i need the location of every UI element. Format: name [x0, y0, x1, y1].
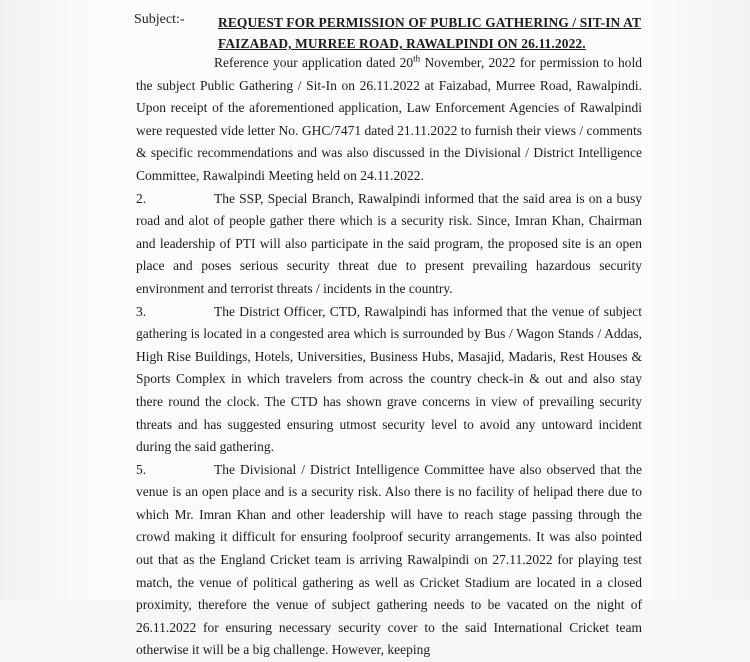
- paragraph-1-text-end: November, 2022 for permission to hold the subject Public Gathering / Sit-In on 26.11.2022 at Faizabad, Murree Road, Rawalpindi. Upon receipt of the aforementioned application, Law Enforcement Agencies of Rawalpindi were requested vide letter No. GHC/7471 dated 21.11.2022 to furnish their views / comments & specific recommendations and was also discussed in the Divisional / District Intelligence Committee, Rawalpindi Meeting held on 24.11.2022.: [136, 55, 642, 183]
- subject-title: REQUEST FOR PERMISSION OF PUBLIC GATHERING / SIT-IN AT FAIZABAD, MURREE ROAD, RAWALPINDI ON 26.11.2022.: [218, 15, 642, 51]
- paragraph-1-text-start: Reference your application dated 20: [214, 55, 414, 70]
- paragraph-number: 5.: [136, 461, 147, 477]
- date-superscript: th: [413, 53, 421, 64]
- paragraph-5: [136, 459, 642, 662]
- paragraph-number: 2.: [136, 190, 147, 206]
- paragraph-3-text: The District Officer, CTD, Rawalpindi has informed that the venue of subject gathering is located in a congested area which is surrounded by Bus / Wagon Stands / Addas, High Rise Buildings, Hotels, Universities, Business Hubs, Masajid, Madaris, Rest Houses & Sports Complex in which travelers from across the country check-in & out and also stay there round the clock. The CTD has shown grave concerns in view of prevailing security threats and has suggested ensuring utmost security level to avoid any untoward incident during the said gathering.: [136, 303, 642, 455]
- paragraph-2: [136, 188, 642, 301]
- paragraph-5-text: The Divisional / District Intelligence Committee have also observed that the venue is an open place and is a security risk. Also there is no facility of helipad there due to which Mr. Imran Khan and other leadership will have to reach stage passing through the crowd making it difficult for ensuring foolproof security arrangements. It was also pointed out that as the England Cricket team is arriving Rawalpindi on 27.11.2022 for playing test match, the venue of political gathering as well as Cricket Stadium are located in a closed proximity, therefore the venue of subject gathering needs to be vacated on the night of 26.11.2022 for ensuring necessary security cover to the said International Cricket team otherwise it will be a big challenge. However, keeping: [136, 461, 642, 658]
- paragraph-1: [136, 52, 642, 188]
- paragraph-2-text: The SSP, Special Branch, Rawalpindi informed that the said area is on a busy road and alot of people gather there which is a security risk. Since, Imran Khan, Chairman and leadership of PTI will also participate in the said program, the proposed site is an open place and poses serious security threat due to present prevailing hazardous security environment and terrorist threats / incidents in the country.: [136, 190, 642, 296]
- subject-label: Subject:-: [134, 12, 185, 27]
- paragraph-3: [136, 301, 642, 459]
- paragraph-number: 3.: [136, 303, 147, 319]
- letter-body: [136, 52, 642, 662]
